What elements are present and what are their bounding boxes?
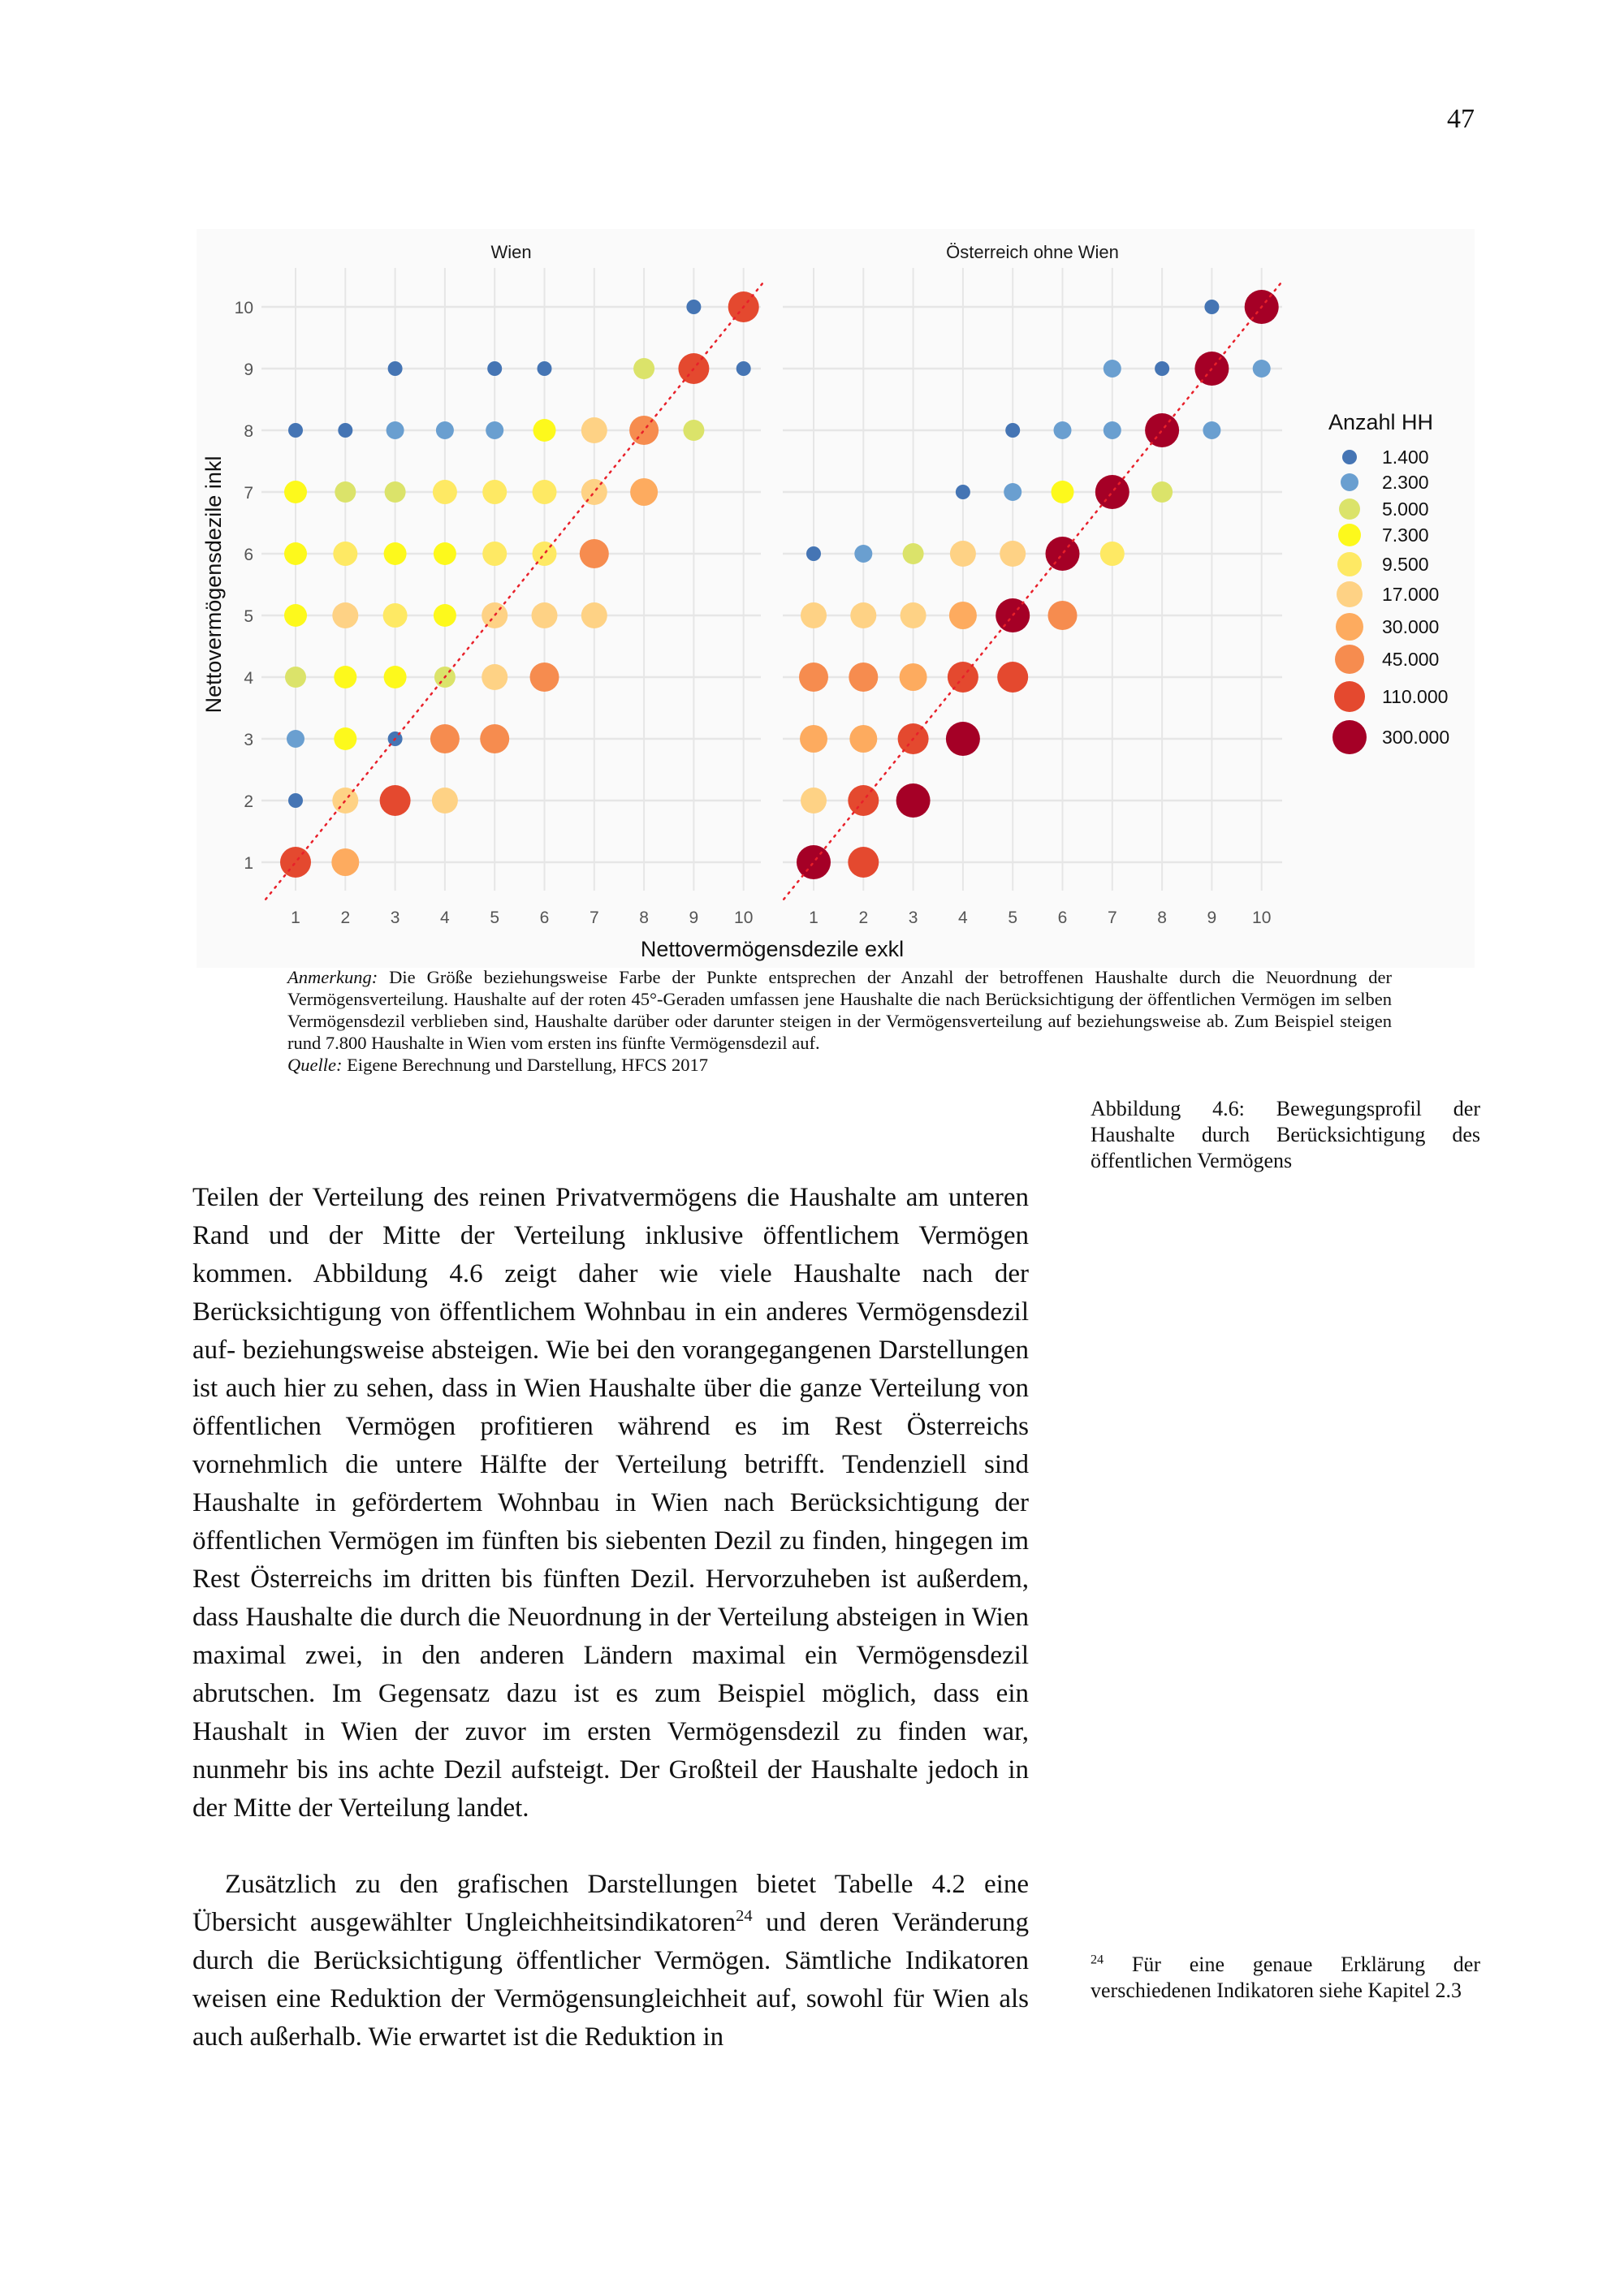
legend-label: 30.000 [1382, 616, 1440, 637]
x-tick-label: 2 [340, 908, 351, 927]
paragraph-text: Zusätzlich zu den grafischen Darstellungen bietet Tabelle 4.2 eine Übersicht ausgewählter Ungleichheitsindikatoren [192, 1870, 1029, 1937]
legend-label: 45.000 [1382, 649, 1440, 670]
y-tick-label: 10 [234, 299, 253, 317]
legend-swatch [1336, 613, 1363, 641]
data-point [331, 848, 359, 876]
data-point [1104, 360, 1121, 378]
legend-label: 2.300 [1382, 472, 1429, 493]
annotation-label: Anmerkung: [287, 967, 378, 987]
y-tick-label: 5 [244, 607, 253, 626]
x-tick-label: 1 [809, 908, 818, 927]
data-point [385, 481, 406, 503]
data-point [333, 542, 357, 566]
data-point [630, 478, 658, 506]
data-point [629, 416, 659, 445]
data-point [849, 725, 877, 753]
chart-background [197, 229, 1475, 968]
data-point [900, 663, 927, 691]
data-point [387, 421, 404, 439]
data-point [1054, 421, 1072, 439]
data-point [633, 358, 654, 379]
data-point [581, 417, 607, 443]
data-point [797, 845, 831, 879]
legend-swatch [1334, 681, 1365, 712]
data-point [436, 421, 454, 439]
data-point [950, 541, 976, 567]
data-point [284, 542, 307, 565]
x-tick-label: 10 [1252, 908, 1272, 927]
x-tick-label: 4 [958, 908, 968, 927]
data-point [848, 847, 879, 878]
data-point [284, 481, 307, 503]
legend-label: 1.400 [1382, 447, 1429, 468]
x-tick-label: 5 [1008, 908, 1018, 927]
data-point [849, 662, 878, 692]
data-point [332, 602, 358, 628]
x-tick-label: 10 [734, 908, 754, 927]
data-point [901, 602, 926, 628]
data-point [949, 602, 977, 629]
data-point [432, 788, 458, 814]
legend-label: 17.000 [1382, 584, 1440, 605]
data-point [686, 300, 701, 314]
data-point [736, 361, 751, 376]
data-point [801, 788, 827, 814]
data-point [903, 543, 924, 564]
paragraph-text: und deren Veränderung durch die Berücksichtigung öffentlicher Vermögen. Sämtliche Indikatoren weisen eine Reduktion der Vermögensungleichheit auf, sowohl für Wien als auch außerhalb. Wie erwartet ist die Reduktion in [192, 1908, 1029, 2052]
bubble-chart-figure [197, 229, 1475, 968]
x-tick-label: 4 [440, 908, 450, 927]
data-point [384, 542, 407, 565]
data-point [433, 480, 457, 504]
y-tick-label: 1 [244, 854, 253, 873]
data-point [1253, 360, 1271, 378]
data-point [532, 602, 558, 628]
data-point [1104, 421, 1121, 439]
data-point [287, 730, 304, 748]
data-point [533, 419, 556, 442]
data-point [580, 539, 609, 568]
data-point [799, 662, 828, 692]
data-point [1004, 483, 1021, 501]
x-tick-label: 8 [1157, 908, 1167, 927]
data-point [854, 545, 872, 563]
data-point [383, 603, 408, 628]
footnote-text: Für eine genaue Erklärung der verschiedenen Indikatoren siehe Kapitel 2.3 [1091, 1953, 1480, 2002]
data-point [380, 785, 411, 816]
data-point [801, 602, 827, 628]
data-point [482, 542, 507, 566]
legend-label: 9.500 [1382, 554, 1429, 575]
legend-swatch [1337, 552, 1362, 576]
x-tick-label: 6 [539, 908, 550, 927]
legend-label: 300.000 [1382, 727, 1450, 748]
data-point [946, 722, 980, 756]
x-tick-label: 1 [291, 908, 300, 927]
data-point [288, 423, 303, 438]
y-tick-label: 6 [244, 546, 253, 564]
legend-title: Anzahl HH [1328, 410, 1434, 434]
panel-title: Österreich ohne Wien [946, 242, 1119, 262]
data-point [430, 724, 460, 753]
data-point [1000, 541, 1026, 567]
data-point [280, 847, 311, 878]
y-tick-label: 9 [244, 360, 253, 379]
data-point [288, 793, 303, 808]
x-tick-label: 5 [490, 908, 500, 927]
data-point [1151, 481, 1173, 503]
source-text: Eigene Berechnung und Darstellung, HFCS 2017 [342, 1055, 709, 1075]
y-tick-label: 2 [244, 792, 253, 811]
sidenote [1091, 1952, 1480, 2004]
x-tick-label: 9 [1207, 908, 1217, 927]
data-point [1204, 300, 1219, 314]
body-text [192, 1179, 1029, 2056]
data-point [1052, 481, 1074, 503]
figure-annotation [287, 966, 1392, 1076]
data-point [1203, 421, 1220, 439]
legend-swatch [1332, 720, 1367, 754]
x-tick-label: 9 [689, 908, 699, 927]
page-number: 47 [1447, 104, 1475, 134]
x-tick-label: 2 [858, 908, 869, 927]
data-point [285, 667, 306, 688]
x-tick-label: 3 [908, 908, 918, 927]
paragraph: Teilen der Verteilung des reinen Privatvermögens die Haushalte am unteren Rand und der Mitte der Verteilung inklusive öffentlichem Vermögen kommen. Abbildung 4.6 zeigt daher wie viele Haushalte nach der Berücksichtigung von öffentlichem Wohnbau in ein anderes Vermögensdezil auf- beziehungsweise absteigen. Wie bei den vorangegangenen Darstellungen ist auch hier zu sehen, dass in Wien Haushalte über die ganze Verteilung von öffentlichen Vermögen profitieren während es im Rest Österreichs vornehmlich die untere Hälfte der Verteilung betrifft. Tendenziell sind Haushalte in gefördertem Wohnbau in Wien nach Berücksichtigung der öffentlichen Vermögen im fünften bis siebenten Dezil zu finden, hingegen im Rest Österreichs im dritten bis fünften Dezil. Hervorzuheben ist außerdem, dass Haushalte die durch die Neuordnung in der Verteilung absteigen in Wien maximal zwei, in den anderen Ländern maximal ein Vermögensdezil abrutschen. Im Gegensatz dazu ist es zum Beispiel möglich, dass ein Haushalt in Wien der zuvor im ersten Vermögensdezil zu finden war, nunmehr bis ins achte Dezil aufsteigt. Der Großteil der Haushalte jedoch in der Mitte der Verteilung landet. [192, 1183, 1029, 1823]
data-point [434, 542, 456, 565]
data-point [482, 664, 508, 690]
data-point [956, 485, 970, 499]
data-point [384, 666, 407, 688]
x-tick-label: 6 [1057, 908, 1068, 927]
y-tick-label: 8 [244, 422, 253, 441]
x-tick-label: 8 [639, 908, 649, 927]
data-point [480, 724, 509, 753]
footnote-number: 24 [1091, 1953, 1104, 1967]
data-point [1005, 423, 1020, 438]
y-axis-label: Nettovermögensdezile inkl [201, 455, 226, 714]
legend-swatch [1339, 498, 1360, 520]
x-axis-label: Nettovermögensdezile exkl [640, 937, 905, 961]
figure-caption: Abbildung 4.6: Bewegungsprofil der Haushalte durch Berücksichtigung des öffentlichen Vermögens [1091, 1097, 1480, 1172]
paragraph [192, 1866, 1029, 2056]
data-point [434, 604, 456, 627]
data-point [284, 604, 307, 627]
data-point [800, 725, 827, 753]
legend-label: 7.300 [1382, 524, 1429, 546]
data-point [533, 542, 557, 566]
x-tick-label: 3 [390, 908, 400, 927]
legend-swatch [1337, 581, 1363, 607]
legend-swatch [1342, 450, 1357, 464]
y-tick-label: 7 [244, 484, 253, 503]
x-tick-label: 7 [589, 908, 599, 927]
legend-swatch [1341, 473, 1358, 491]
data-point [538, 361, 552, 376]
data-point [487, 361, 502, 376]
data-point [1046, 537, 1080, 571]
data-point [1100, 542, 1125, 566]
data-point [533, 480, 557, 504]
data-point [683, 420, 704, 441]
footnote-reference[interactable]: 24 [736, 1907, 753, 1925]
data-point [850, 602, 876, 628]
data-point [334, 727, 356, 750]
data-point [338, 423, 352, 438]
annotation-text: Die Größe beziehungsweise Farbe der Punkte entsprechen der Anzahl der betroffenen Haushalte durch die Neuordnung der Vermögensverteilung. Haushalte auf der roten 45°-Geraden umfassen jene Haushalte die nach Berücksichtigung der öffentlichen Vermögen im selben Vermögensdezil verblieben sind, Haushalte darüber oder darunter steigen in der Vermögensverteilung auf beziehungsweise ab. Zum Beispiel steigen rund 7.800 Haushalte in Wien vom ersten ins fünfte Vermögensdezil auf. [287, 967, 1392, 1053]
legend-label: 110.000 [1382, 686, 1449, 707]
y-tick-label: 4 [244, 669, 253, 688]
data-point [1095, 475, 1129, 509]
data-point [896, 783, 931, 818]
data-point [530, 662, 559, 692]
data-point [1048, 601, 1078, 630]
legend-swatch [1335, 645, 1364, 674]
legend-swatch [1338, 524, 1361, 546]
data-point [581, 602, 607, 628]
data-point [482, 480, 507, 504]
data-point [806, 546, 821, 561]
panel-title: Wien [490, 242, 532, 262]
data-point [997, 662, 1028, 693]
data-point [388, 361, 403, 376]
y-tick-label: 3 [244, 731, 253, 749]
data-point [335, 481, 356, 503]
legend-label: 5.000 [1382, 498, 1429, 520]
data-point [334, 666, 356, 688]
data-point [486, 421, 503, 439]
source-label: Quelle: [287, 1055, 343, 1075]
x-tick-label: 7 [1107, 908, 1117, 927]
data-point [1155, 361, 1169, 376]
